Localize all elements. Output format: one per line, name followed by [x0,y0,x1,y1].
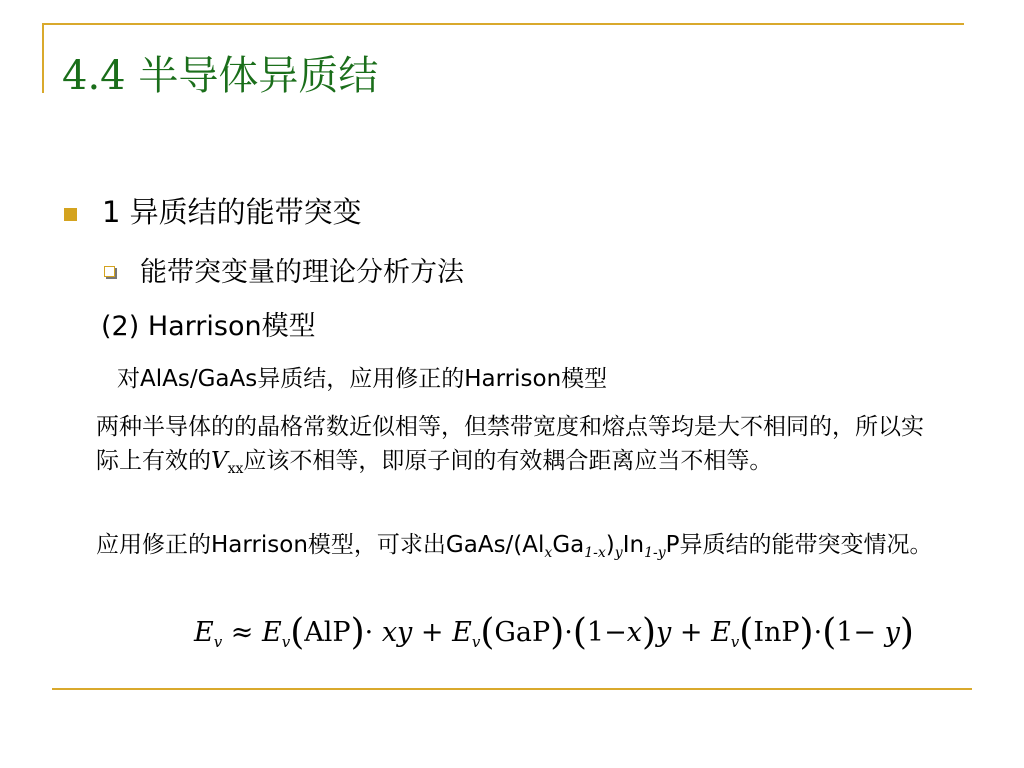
paragraph-text: P异质结的能带突变情况。 [665,532,933,558]
eq-sub: v [213,633,223,651]
paragraph-text: 应该不相等，即原子间的有效耦合距离应当不相等。 [243,448,773,474]
eq-dot: · [564,617,573,648]
eq-lhs: E [194,617,214,648]
eq-paren: ( [480,612,495,653]
subscript-1-x: 1-x [584,545,606,561]
eq-E: E [711,617,731,648]
frame-top-line [42,23,964,25]
eq-dot: · [364,617,374,648]
eq-xy: xy [381,617,413,648]
slide-title: 4.4 半导体异质结 [62,53,379,99]
heading-level1: 1 异质结的能带突变 [102,195,362,229]
subscript-x: x [544,545,553,561]
eq-y: y [655,617,672,648]
subscript-1-y: 1-y [644,545,666,561]
eq-gap: GaP [494,617,551,648]
intro-line: 对AlAs/GaAs异质结，应用修正的Harrison模型 [117,366,608,392]
paragraph-text: Ga [552,532,585,558]
eq-paren: ) [550,612,565,653]
symbol-subscript: xx [227,461,244,477]
eq-one: 1 [586,617,605,648]
eq-minus: − [853,617,877,648]
eq-paren: ( [290,612,305,653]
eq-paren: ) [799,612,814,653]
eq-E: E [452,617,472,648]
frame-bottom-line [52,688,972,690]
eq-sub: v [281,633,291,651]
eq-plus: + [420,617,444,648]
eq-sub: v [471,633,481,651]
eq-alp: AlP [304,617,351,648]
paragraph-text: ) [605,532,615,558]
hollow-square-bullet-icon [104,266,115,277]
eq-y: y [884,617,900,648]
eq-dot: · [813,617,823,648]
eq-paren: ) [641,612,656,653]
eq-one: 1 [836,617,854,648]
eq-paren: ) [350,612,365,653]
paragraph-text: 两种半导体的的晶格常数近似相等，但禁带宽度和熔点等均是大不相同的，所以实际上有效的 [96,414,924,474]
eq-paren: ( [572,612,587,653]
valence-band-equation [194,612,914,653]
subscript-y: y [614,545,623,561]
eq-paren: ( [822,612,837,653]
heading-level2: 能带突变量的理论分析方法 [140,257,464,288]
eq-sub: v [730,633,740,651]
model-subheading: (2) Harrison模型 [101,311,316,342]
paragraph-lattice [96,410,946,486]
paragraph-application [96,528,946,570]
eq-paren: ( [739,612,754,653]
symbol-v: V [211,448,228,474]
eq-x: x [626,617,642,648]
eq-E: E [262,617,282,648]
paragraph-text: In [622,532,645,558]
eq-inp: InP [753,617,800,648]
frame-left-line [42,23,44,93]
paragraph-text: 应用修正的Harrison模型，可求出GaAs/(Al [96,532,545,558]
square-bullet-icon [64,208,77,221]
eq-approx: ≈ [230,617,254,648]
eq-minus: − [604,617,627,648]
eq-plus: + [679,617,703,648]
eq-paren: ) [899,612,914,653]
